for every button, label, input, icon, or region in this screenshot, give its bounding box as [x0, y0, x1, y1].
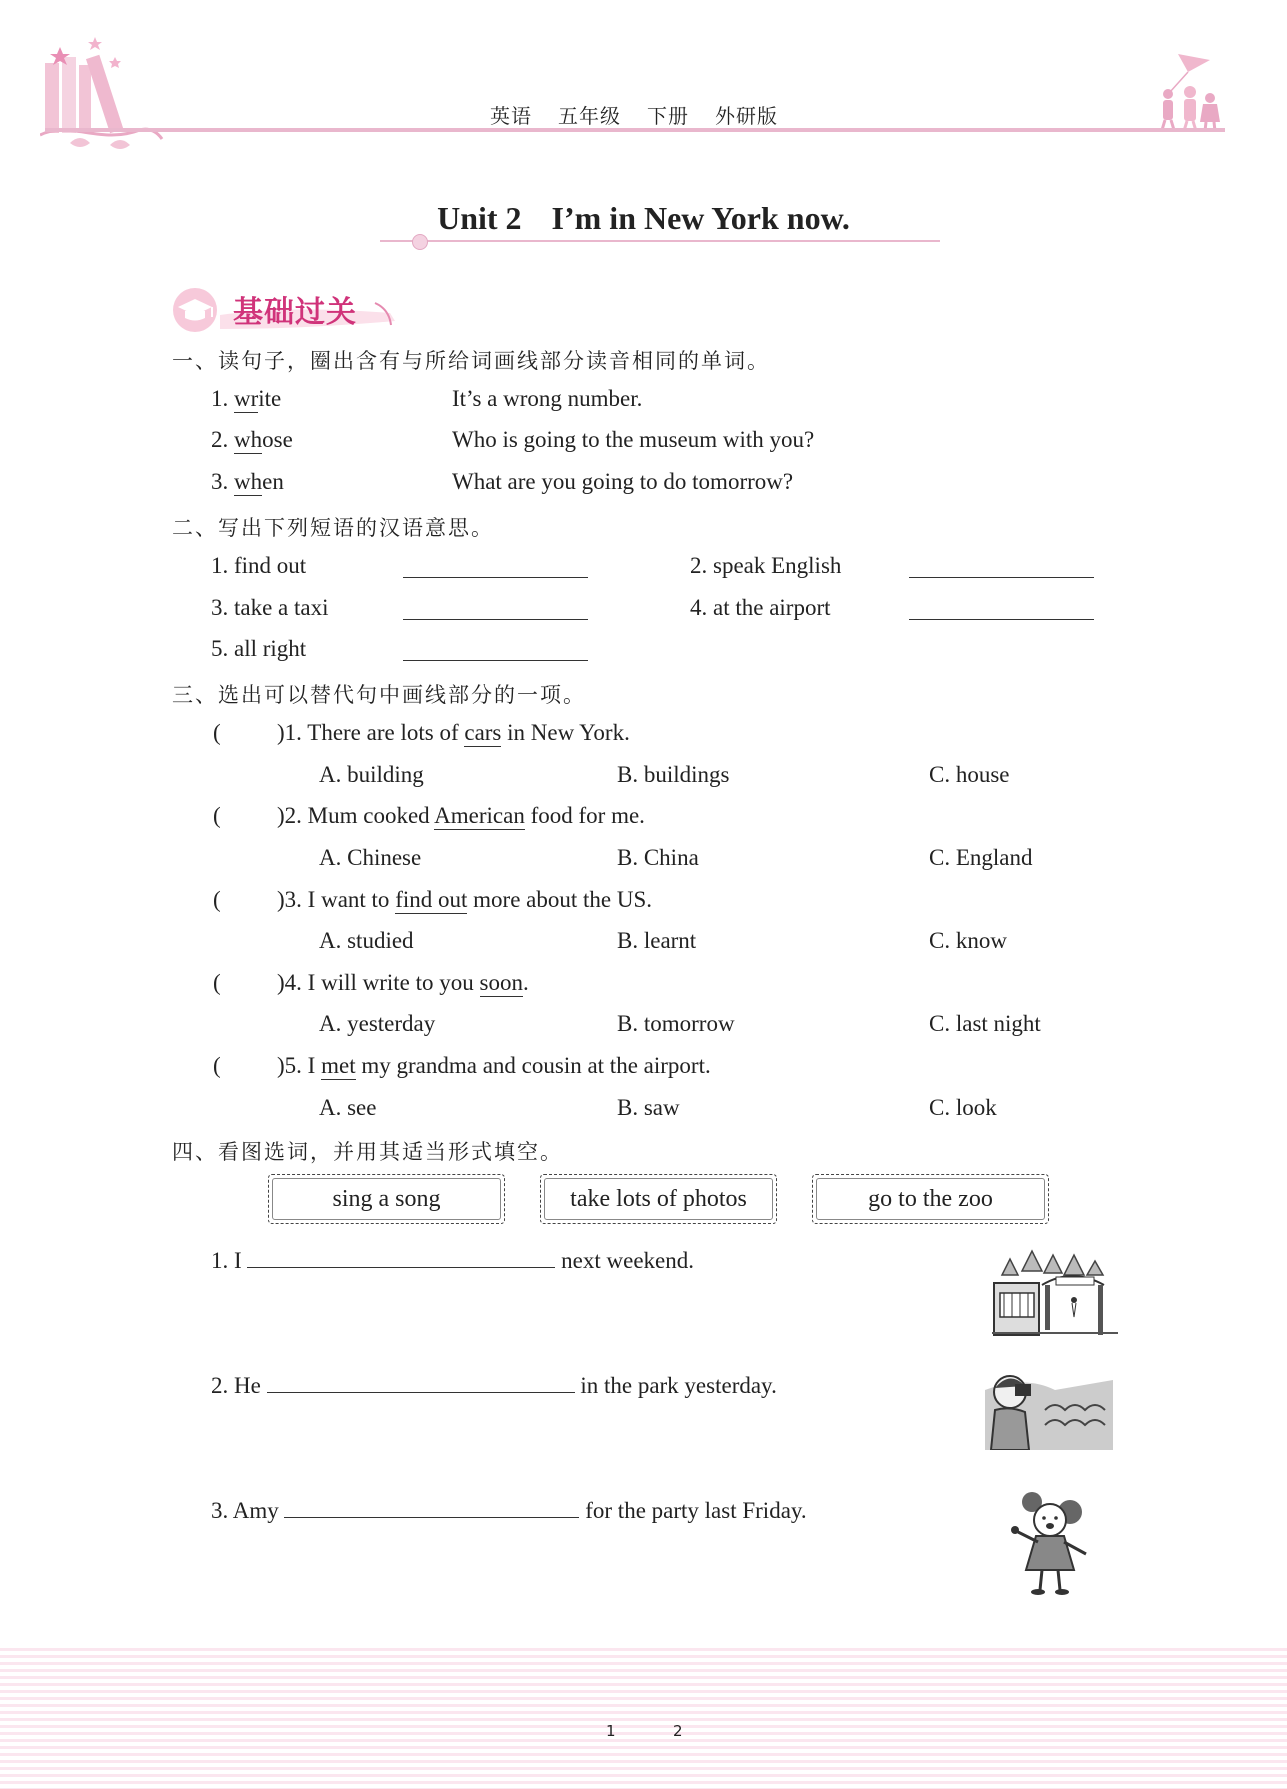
unit-title: [0, 200, 1287, 237]
option-a[interactable]: A. building: [319, 762, 424, 787]
answer-paren-open[interactable]: (: [213, 720, 221, 745]
q1-sentence-2: Who is going to the museum with you?: [452, 427, 815, 452]
q3-heading: 三、选出可以替代句中画线部分的一项。: [172, 683, 586, 707]
title-underline: [380, 240, 940, 242]
q3-question-3: )3. I want to find out more about the US.: [277, 887, 652, 912]
q1-item-3: 3. when: [211, 469, 284, 494]
answer-blank[interactable]: [284, 1495, 579, 1518]
word-box-1: sing a song: [268, 1174, 505, 1224]
option-c[interactable]: C. last night: [929, 1011, 1041, 1036]
answer-blank[interactable]: [403, 555, 588, 578]
q4-sentence-2: 2. He in the park yesterday.: [211, 1370, 777, 1399]
option-a[interactable]: A. Chinese: [319, 845, 422, 870]
volume-label: 下册: [647, 104, 689, 128]
answer-blank[interactable]: [909, 597, 1094, 620]
answer-paren-open[interactable]: (: [213, 1053, 221, 1078]
unit-name: I’m in New York now.: [551, 200, 850, 236]
title-dot: [412, 234, 428, 250]
option-c[interactable]: C. England: [929, 845, 1033, 870]
underlined-letters: wr: [234, 386, 259, 411]
photo-taking-picture-icon: [985, 1370, 1113, 1450]
answer-blank[interactable]: [909, 555, 1094, 578]
page-number-left: 1: [606, 1722, 616, 1740]
answer-paren-open[interactable]: (: [213, 887, 221, 912]
q3-question-5: )5. I met my grandma and cousin at the airport.: [277, 1053, 711, 1078]
option-a[interactable]: A. studied: [319, 928, 414, 953]
children-kite-icon: [1148, 52, 1228, 132]
answer-paren-open[interactable]: (: [213, 970, 221, 995]
q1-sentence-1: It’s a wrong number.: [452, 386, 643, 411]
q1-item-1: 1. write: [211, 386, 282, 411]
q2-item-3: 3. take a taxi: [211, 595, 329, 620]
option-a[interactable]: A. see: [319, 1095, 377, 1120]
answer-blank[interactable]: [403, 597, 588, 620]
grade-label: 五年级: [558, 104, 621, 128]
option-c[interactable]: C. look: [929, 1095, 997, 1120]
word-box-2: take lots of photos: [540, 1174, 777, 1224]
underlined-letters: wh: [234, 469, 263, 494]
option-b[interactable]: B. buildings: [617, 762, 730, 787]
singing-girl-picture-icon: [1000, 1490, 1100, 1600]
option-b[interactable]: B. tomorrow: [617, 1011, 735, 1036]
header-divider: [45, 128, 1225, 132]
edition-label: 外研版: [715, 104, 778, 128]
q2-item-2: 2. speak English: [690, 553, 842, 578]
q2-item-1: 1. find out: [211, 553, 307, 578]
footer-band: [0, 1648, 1287, 1789]
q2-heading: 二、写出下列短语的汉语意思。: [172, 516, 494, 540]
unit-number: Unit 2: [437, 200, 522, 236]
books-decoration-icon: [40, 35, 170, 155]
q4-heading: 四、看图选词，并用其适当形式填空。: [172, 1140, 563, 1164]
answer-blank[interactable]: [403, 638, 588, 661]
option-b[interactable]: B. learnt: [617, 928, 697, 953]
option-c[interactable]: C. house: [929, 762, 1010, 787]
q1-item-2: 2. whose: [211, 427, 293, 452]
q3-question-4: )4. I will write to you soon.: [277, 970, 529, 995]
answer-blank[interactable]: [247, 1245, 555, 1268]
book-info: [490, 100, 778, 129]
answer-blank[interactable]: [267, 1370, 575, 1393]
underlined-letters: wh: [234, 427, 263, 452]
answer-paren-open[interactable]: (: [213, 803, 221, 828]
q1-heading: 一、读句子，圈出含有与所给词画线部分读音相同的单词。: [172, 349, 770, 373]
word-box-3: go to the zoo: [812, 1174, 1049, 1224]
q3-question-2: )2. Mum cooked American food for me.: [277, 803, 645, 828]
q2-item-5: 5. all right: [211, 636, 307, 661]
q2-item-4: 4. at the airport: [690, 595, 831, 620]
q4-sentence-1: 1. I next weekend.: [211, 1245, 694, 1274]
option-a[interactable]: A. yesterday: [319, 1011, 436, 1036]
subject-label: 英语: [490, 104, 532, 128]
zoo-picture-icon: [992, 1245, 1118, 1340]
option-c[interactable]: C. know: [929, 928, 1007, 953]
q1-sentence-3: What are you going to do tomorrow?: [452, 469, 794, 494]
page-number-right: 2: [673, 1722, 683, 1740]
section-label: 基础过关: [233, 295, 357, 330]
option-b[interactable]: B. China: [617, 845, 699, 870]
q4-sentence-3: 3. Amy for the party last Friday.: [211, 1495, 807, 1524]
option-b[interactable]: B. saw: [617, 1095, 680, 1120]
q3-question-1: )1. There are lots of cars in New York.: [277, 720, 630, 745]
